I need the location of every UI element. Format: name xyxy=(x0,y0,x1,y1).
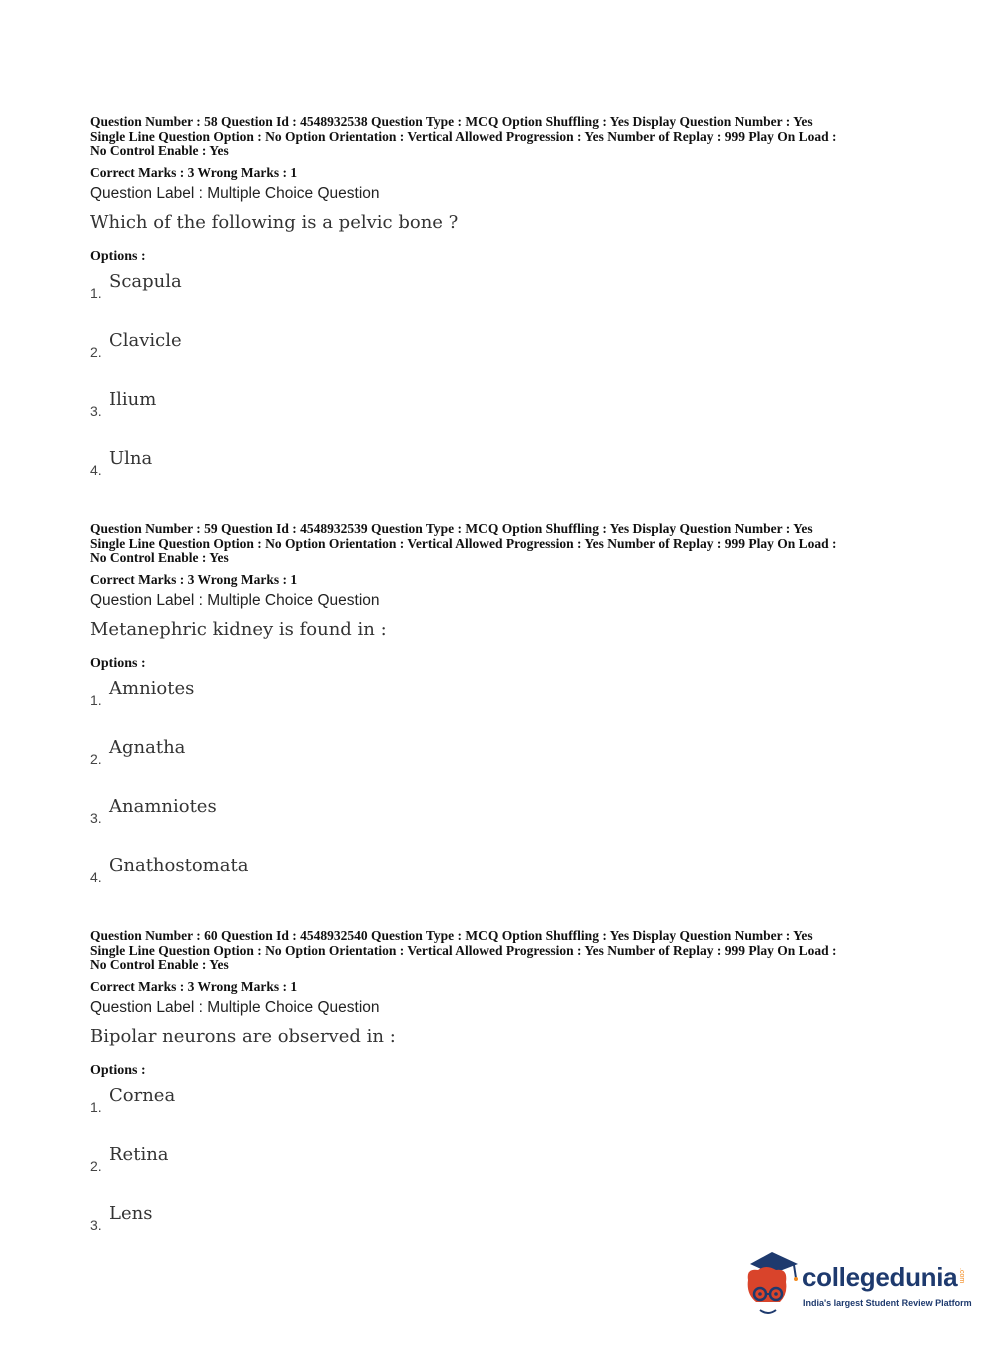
meta-line-3: No Control Enable : Yes xyxy=(90,550,229,566)
meta-line-2: Single Line Question Option : No Option Orientation : Vertical Allowed Progression : Yes Number of Replay : 999 Play On Load : xyxy=(90,942,837,958)
option-item xyxy=(90,389,920,448)
collegedunia-logo[interactable] xyxy=(742,1250,972,1320)
option-text: Cornea xyxy=(109,1084,176,1106)
marks-line: Correct Marks : 3 Wrong Marks : 1 xyxy=(90,978,298,994)
logo-com-text: .com xyxy=(958,1268,965,1284)
option-number: 4. xyxy=(90,461,102,478)
question-label: Question Label : Multiple Choice Question xyxy=(90,998,380,1016)
question-meta xyxy=(90,929,920,973)
option-item xyxy=(90,855,920,914)
question-label: Question Label : Multiple Choice Question xyxy=(90,184,380,202)
option-number: 3. xyxy=(90,809,102,826)
question-block-59 xyxy=(90,522,920,914)
option-number: 2. xyxy=(90,750,102,767)
option-number: 4. xyxy=(90,868,102,885)
question-block-58 xyxy=(90,115,920,507)
question-label: Question Label : Multiple Choice Question xyxy=(90,591,380,609)
option-item xyxy=(90,1085,920,1144)
option-number: 3. xyxy=(90,402,102,419)
mascot-icon xyxy=(742,1250,806,1320)
option-item xyxy=(90,737,920,796)
option-text: Ulna xyxy=(109,447,153,469)
option-number: 1. xyxy=(90,691,102,708)
option-text: Amniotes xyxy=(109,677,195,699)
meta-line-3: No Control Enable : Yes xyxy=(90,143,229,159)
logo-brand-text: collegedunia xyxy=(802,1262,958,1292)
meta-line-2: Single Line Question Option : No Option Orientation : Vertical Allowed Progression : Yes Number of Replay : 999 Play On Load : xyxy=(90,535,837,551)
question-text: Metanephric kidney is found in : xyxy=(90,618,387,640)
meta-line-1: Question Number : 59 Question Id : 4548932539 Question Type : MCQ Option Shuffling : Yes Display Question Number : Yes xyxy=(90,521,813,536)
question-text: Which of the following is a pelvic bone ? xyxy=(90,211,459,233)
question-meta xyxy=(90,115,920,159)
option-item xyxy=(90,330,920,389)
options-heading: Options : xyxy=(90,248,146,264)
option-number: 3. xyxy=(90,1216,102,1233)
option-text: Agnatha xyxy=(109,736,186,758)
meta-line-2: Single Line Question Option : No Option Orientation : Vertical Allowed Progression : Yes Number of Replay : 999 Play On Load : xyxy=(90,128,837,144)
meta-line-1: Question Number : 60 Question Id : 4548932540 Question Type : MCQ Option Shuffling : Yes Display Question Number : Yes xyxy=(90,928,813,943)
option-text: Retina xyxy=(109,1143,169,1165)
logo-tagline: India's largest Student Review Platform xyxy=(803,1298,972,1308)
option-item xyxy=(90,448,920,507)
option-item xyxy=(90,271,920,330)
marks-line: Correct Marks : 3 Wrong Marks : 1 xyxy=(90,164,298,180)
option-number: 2. xyxy=(90,343,102,360)
option-text: Clavicle xyxy=(109,329,182,351)
meta-line-1: Question Number : 58 Question Id : 4548932538 Question Type : MCQ Option Shuffling : Yes Display Question Number : Yes xyxy=(90,114,813,129)
options-heading: Options : xyxy=(90,1062,146,1078)
question-block-60 xyxy=(90,929,920,1262)
option-text: Anamniotes xyxy=(109,795,217,817)
option-number: 1. xyxy=(90,1098,102,1115)
option-item xyxy=(90,796,920,855)
option-item xyxy=(90,1144,920,1203)
meta-line-3: No Control Enable : Yes xyxy=(90,957,229,973)
option-item xyxy=(90,678,920,737)
option-text: Scapula xyxy=(109,270,182,292)
question-meta xyxy=(90,522,920,566)
question-text: Bipolar neurons are observed in : xyxy=(90,1025,396,1047)
marks-line: Correct Marks : 3 Wrong Marks : 1 xyxy=(90,571,298,587)
option-number: 2. xyxy=(90,1157,102,1174)
option-text: Ilium xyxy=(109,388,157,410)
option-text: Gnathostomata xyxy=(109,854,249,876)
option-number: 1. xyxy=(90,284,102,301)
option-text: Lens xyxy=(109,1202,153,1224)
options-heading: Options : xyxy=(90,655,146,671)
